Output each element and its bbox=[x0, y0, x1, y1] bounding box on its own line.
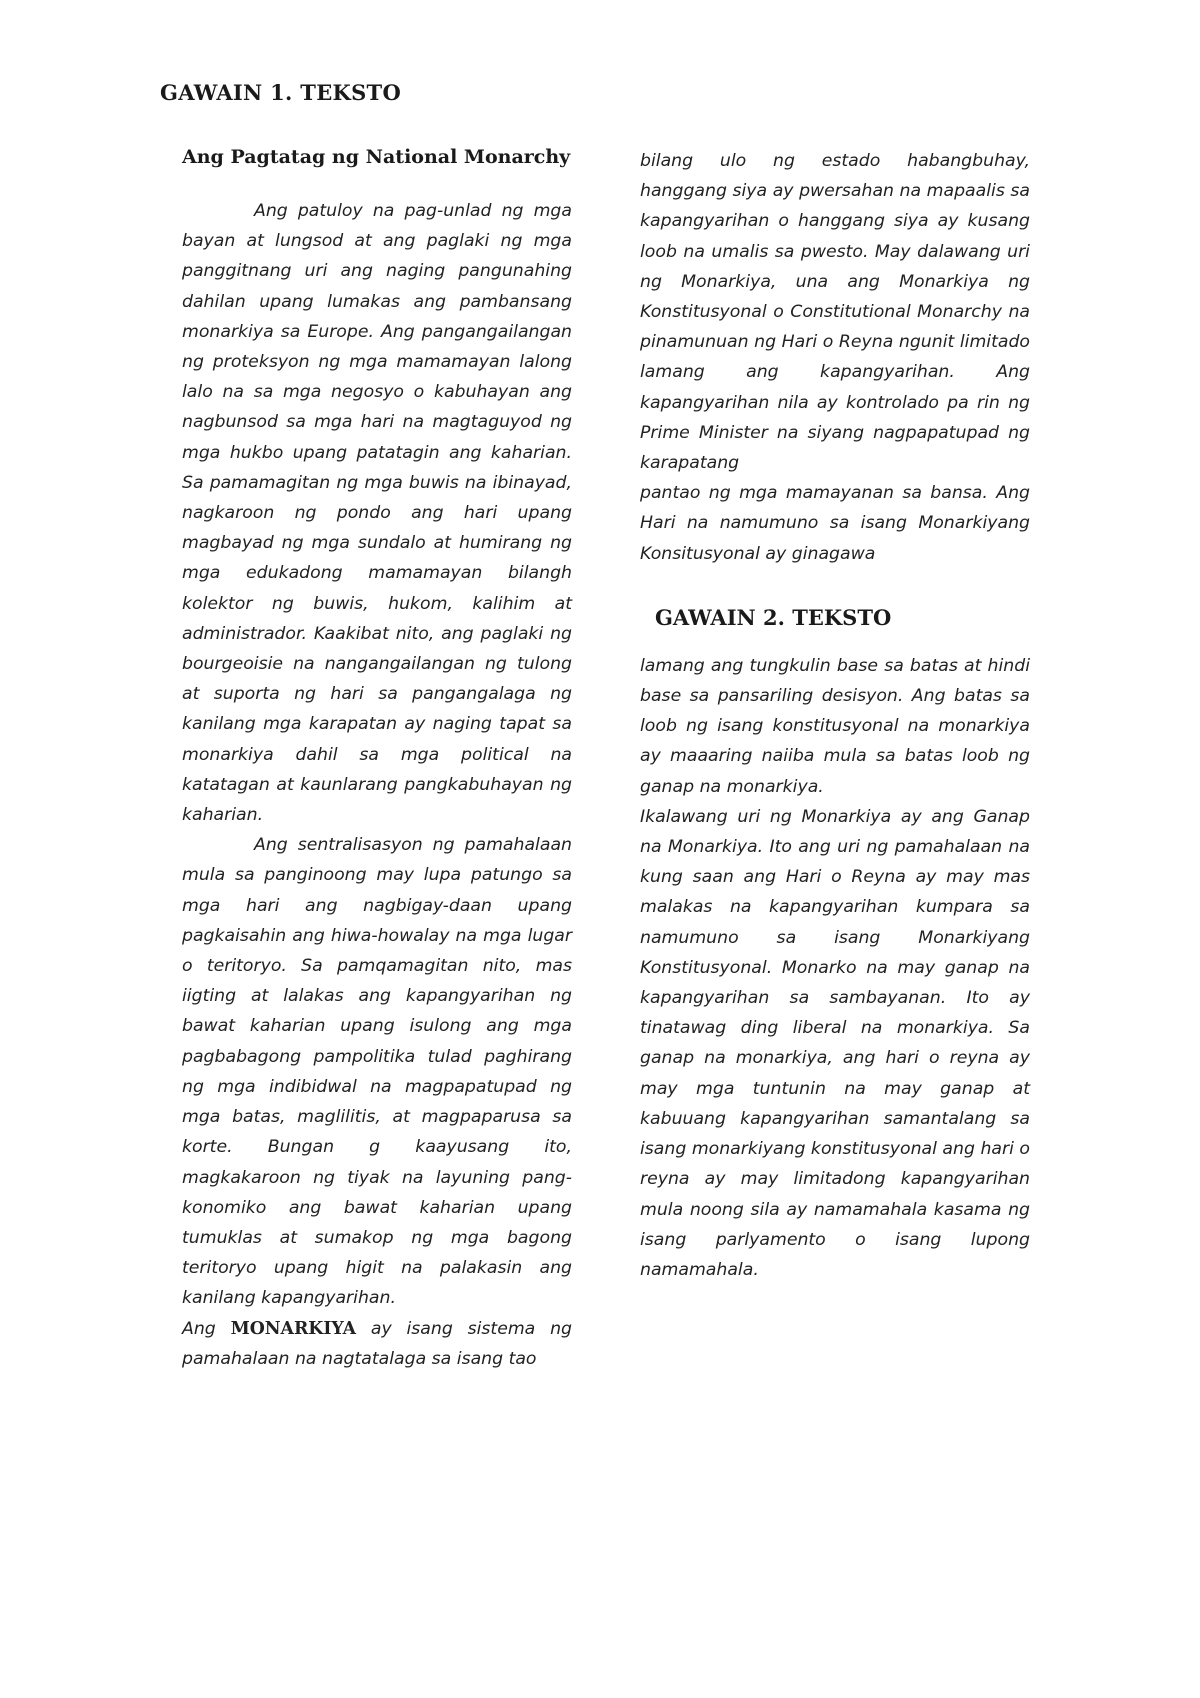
paragraph-tungkulin: lamang ang tungkulin base sa batas at hindi base sa pansariling desisyon. Ang batas sa loob ng isang konstitusyonal na monarkiya ay maaaring naiiba mula sa batas loob ng ganap na monarkiya. bbox=[640, 655, 1030, 797]
paragraph-ganap-na-monarkiya: Ikalawang uri ng Monarkiya ay ang Ganap na Monarkiya. Ito ang uri ng pamahalaan na kung saan ang Hari o Reyna ay may mas malakas na kapangyarihan kumpara sa namumuno sa isang Monarkiyang Konstitusyonal. Monarko na may ganap na kapangyarihan sa sambayanan. Ito ay tinatawag ding liberal na monarkiya. Sa ganap na monarkiya, ang hari o reyna ay may mga tuntunin na may ganap at kabuuang kapangyarihan samantalang sa isang monarkiyang konstitusyonal ang hari o reyna ay may limitadong kapangyarihan mula noong sila ay namamahala kasama ng isang parlyamento o isang lupong namamahala. bbox=[640, 806, 1030, 1280]
paragraph-sentralisasyon: Ang sentralisasyon ng pamahalaan mula sa panginoong may lupa patungo sa mga hari ang nagbigay-daan upang pagkaisahin ang hiwa-howalay na mga lugar o teritoryo. Sa pamqamagitan nito, mas iigting at lalakas ang kapangyarihan ng bawat kaharian upang isulong ang mga pagbabagong pampolitika tulad paghirang ng mga indibidwal na magpapatupad ng mga batas, maglilitis, at magpaparusa sa korte. Bungan g kaayusang ito, magkakaroon ng tiyak na layuning pang-konomiko ang bawat kaharian upang tumuklas at sumakop ng mga bagong teritoryo upang higit na palakasin ang kanilang kapangyarihan. bbox=[182, 835, 572, 1309]
paragraph-national-monarchy: Ang patuloy na pag-unlad ng mga bayan at lungsod at ang paglaki ng mga panggitnang uri ang naging pangunahing dahilan upang lumakas ang pambansang monarkiya sa Europe. Ang pangangailangan ng proteksyon ng mga mamamayan lalong lalo na sa mga negosyo o kabuhayan ang nagbunsod sa mga hari na magtaguyod ng mga hukbo upang patatagin ang kaharian. Sa pamamagitan ng mga buwis na ibinayad, nagkaroon ng pondo ang hari upang magbayad ng mga sundalo at humirang ng mga edukadong mamamayan bilangh kolektor ng buwis, hukom, kalihim at administrador. Kaakibat nito, ang paglaki ng bourgeoisie na nangangailangan ng tulong at suporta ng hari sa pangangalaga ng kanilang mga karapatan ay naging tapat sa monarkiya dahil sa mga political na katatagan at kaunlarang pangkabuhayan ng kaharian. bbox=[182, 201, 572, 826]
section-subheading: Ang Pagtatag ng National Monarchy bbox=[182, 146, 571, 168]
right-column bbox=[640, 146, 1030, 1285]
page-heading: GAWAIN 1. TEKSTO bbox=[160, 80, 402, 105]
left-column bbox=[182, 142, 572, 1374]
paragraph-constitutional-monarchy-cont: pantao ng mga mamayanan sa bansa. Ang Hari na namumuno sa isang Monarkiyang Konsitusyonal ay ginagawa bbox=[640, 483, 1030, 564]
monarkiya-rest: ay isang sistema ng pamahalaan na nagtatalaga sa isang tao bbox=[182, 1318, 572, 1369]
monarkiya-intro: Ang bbox=[182, 1318, 216, 1339]
monarkiya-term: MONARKIYA bbox=[230, 1318, 357, 1339]
section-heading-gawain-2: GAWAIN 2. TEKSTO bbox=[655, 604, 892, 630]
paragraph-constitutional-monarchy: bilang ulo ng estado habangbuhay, hanggang siya ay pwersahan na mapaalis sa kapangyarihan o hanggang siya ay kusang loob na umalis sa pwesto. May dalawang uri ng Monarkiya, una ang Monarkiya ng Konstitusyonal o Constitutional Monarchy na pinamunuan ng Hari o Reyna ngunit limitado lamang ang kapangyarihan. Ang kapangyarihan nila ay kontrolado pa rin ng Prime Minister na siyang nagpapatupad ng karapatang bbox=[640, 151, 1030, 474]
paragraph-monarkiya-definition bbox=[182, 1314, 572, 1374]
